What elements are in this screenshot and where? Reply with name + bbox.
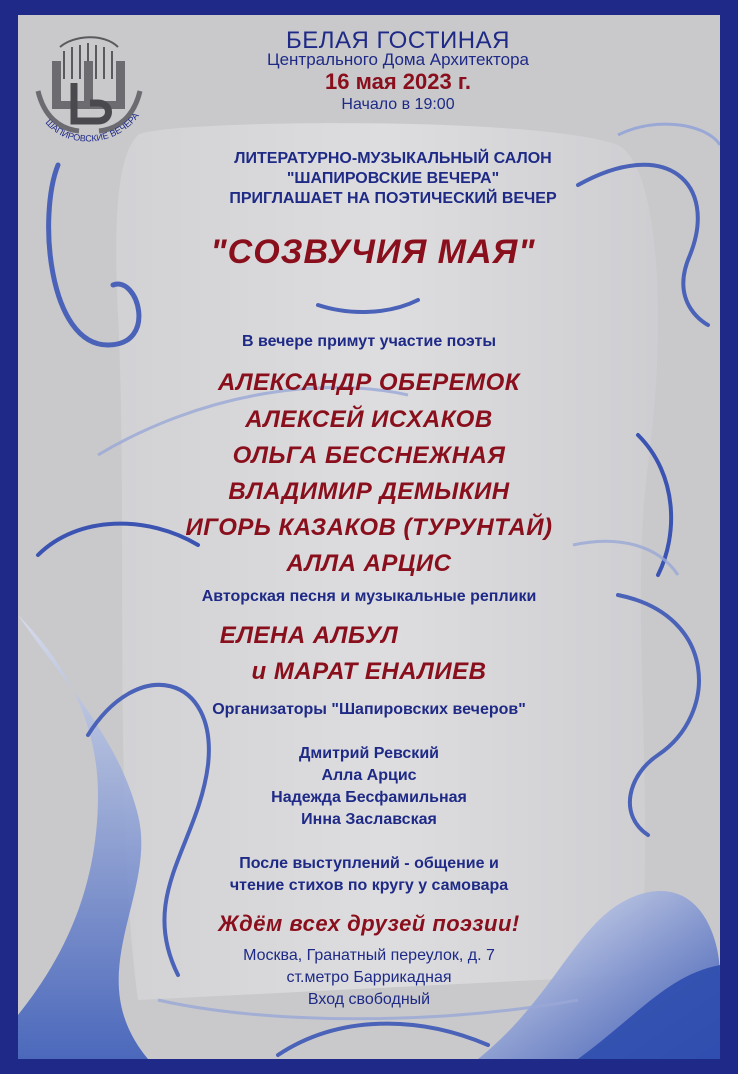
metro-line: ст.метро Баррикадная <box>286 969 452 986</box>
participants-intro: В вечере примут участие поэты <box>241 333 497 350</box>
poet-name: АЛЛА АРЦИС <box>286 550 452 577</box>
organizer-name: Инна Заславская <box>301 811 437 828</box>
poet-name: АЛЕКСЕЙ ИСХАКОВ <box>245 406 493 433</box>
poet-name: ИГОРЬ КАЗАКОВ (ТУРУНТАЙ) <box>185 514 553 541</box>
event-start-time: Начало в 19:00 <box>341 96 455 113</box>
poet-name: ВЛАДИМИР ДЕМЫКИН <box>228 478 510 505</box>
logo-caption: ШАПИРОВСКИЕ ВЕЧЕРА <box>43 110 141 144</box>
after-line: чтение стихов по кругу у самовара <box>229 877 509 894</box>
entry-line: Вход свободный <box>307 991 431 1008</box>
welcome-message: Ждём всех друзей поэзии! <box>218 911 520 936</box>
organizers-intro: Организаторы "Шапировских вечеров" <box>212 701 526 718</box>
venue-title: БЕЛАЯ ГОСТИНАЯ <box>286 27 510 54</box>
musician-name: и МАРАТ ЕНАЛИЕВ <box>251 658 487 685</box>
address-line: Москва, Гранатный переулок, д. 7 <box>243 947 495 964</box>
after-line: После выступлений - общение и <box>239 855 499 872</box>
event-date: 16 мая 2023 г. <box>325 69 471 94</box>
salon-line: ЛИТЕРАТУРНО-МУЗЫКАЛЬНЫЙ САЛОН <box>234 150 552 167</box>
salon-line: "ШАПИРОВСКИЕ ВЕЧЕРА" <box>286 170 500 187</box>
poet-name: ОЛЬГА БЕССНЕЖНАЯ <box>232 442 506 469</box>
poet-name: АЛЕКСАНДР ОБЕРЕМОК <box>217 369 521 396</box>
venue-house: Центрального Дома Архитектора <box>267 50 529 69</box>
organizer-name: Дмитрий Ревский <box>299 745 439 762</box>
organizer-name: Алла Арцис <box>321 767 417 784</box>
organizer-name: Надежда Бесфамильная <box>271 789 467 806</box>
salon-line: ПРИГЛАШАЕТ НА ПОЭТИЧЕСКИЙ ВЕЧЕР <box>229 190 557 207</box>
shapiro-evenings-logo-icon <box>34 21 144 146</box>
salon-invitation <box>68 149 718 209</box>
musician-name: ЕЛЕНА АЛБУЛ <box>219 622 399 649</box>
logo <box>34 21 144 151</box>
music-intro: Авторская песня и музыкальные реплики <box>201 588 537 605</box>
after-program <box>18 853 720 897</box>
poster-background <box>18 15 720 1059</box>
event-title: "СОЗВУЧИЯ МАЯ" <box>210 233 536 271</box>
